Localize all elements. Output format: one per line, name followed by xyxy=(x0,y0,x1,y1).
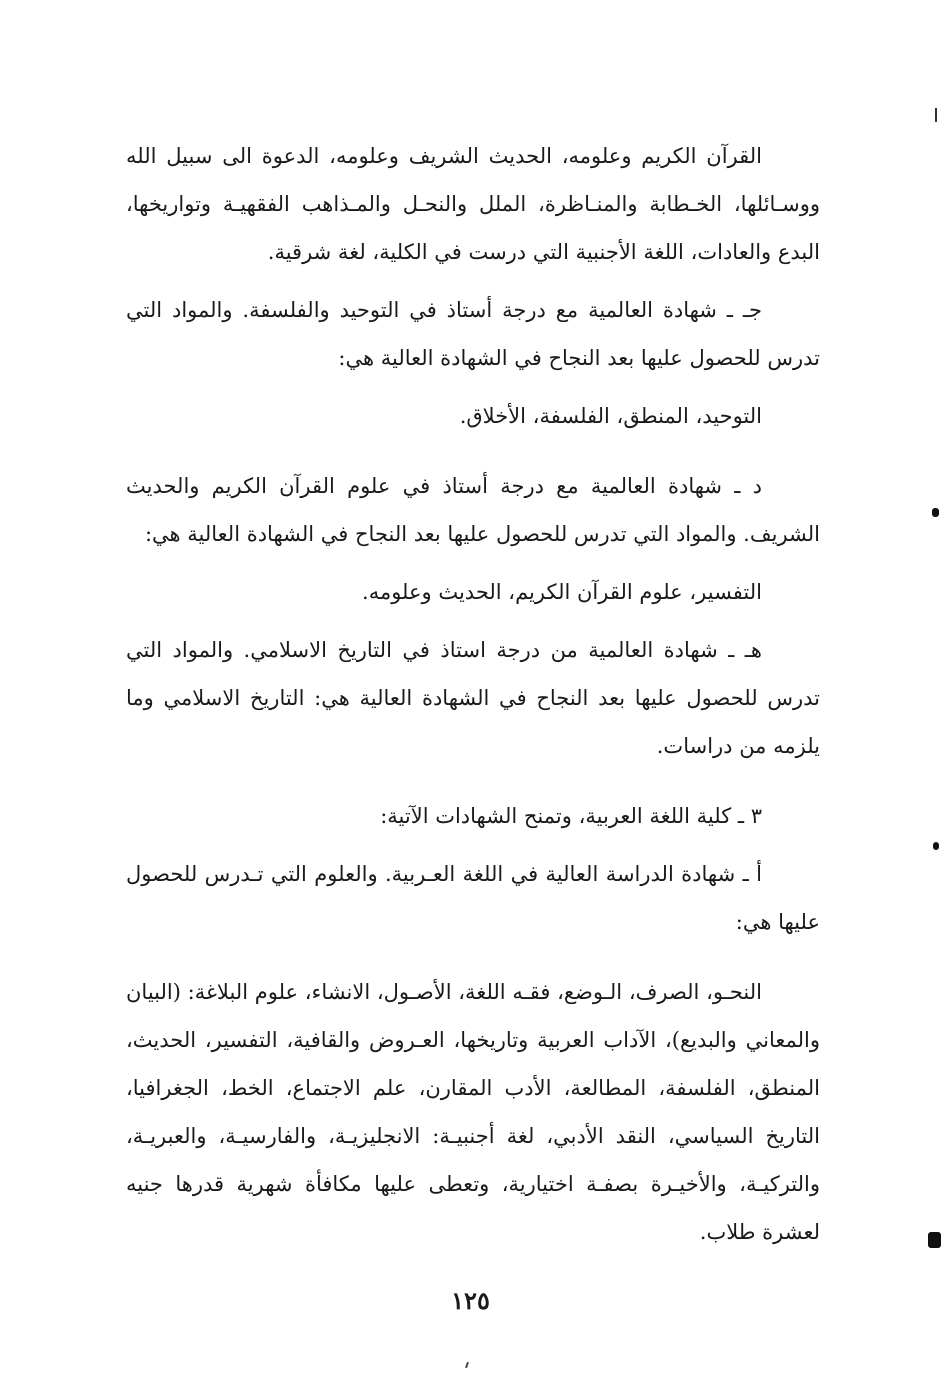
paragraph-item-alif: أ ـ شهادة الدراسة العالية في اللغة العـربية. والعلوم التي تـدرس للحصول عليها هي: xyxy=(126,862,820,934)
scan-edge-mark xyxy=(933,842,939,850)
paragraph-tafsir-subjects: التفسير، علوم القرآن الكريم، الحديث وعلومه. xyxy=(362,580,762,604)
paragraph-subjects-list: القرآن الكريم وعلومه، الحديث الشريف وعلومه، الدعوة الى سبيل الله ووسـائلها، الخـطابة والمنـاظرة، الملل والنحـل والمـذاهب الفقهيـة وتواريخها، البدع والعادات، اللغة الأجنبية التي درست في الكلية، لغة شرقية. xyxy=(126,144,820,264)
scan-edge-mark xyxy=(932,508,939,517)
paragraph-item-ha: هـ ـ شهادة العالمية من درجة استاذ في التاريخ الاسلامي. والمواد التي تدرس للحصول عليها بعد النجاح في الشهادة العالية هي: التاريخ الاسلامي وما يلزمه من دراسات. xyxy=(126,638,820,758)
paragraph-tawhid-subjects: التوحيد، المنطق، الفلسفة، الأخلاق. xyxy=(459,404,762,428)
scan-edge-mark xyxy=(928,1232,941,1248)
paragraph-arabic-college: ٣ ـ كلية اللغة العربية، وتمنح الشهادات الآتية: xyxy=(380,804,762,828)
paragraph-item-jim: جـ ـ شهادة العالمية مع درجة أستاذ في التوحيد والفلسفة. والمواد التي تدرس للحصول عليها بعد النجاح في الشهادة العالية هي: xyxy=(126,298,820,370)
scan-edge-mark xyxy=(935,108,937,122)
paragraph-item-dal: د ـ شهادة العالمية مع درجة أستاذ في علوم القرآن الكريم والحديث الشريف. والمواد التي تدرس للحصول عليها بعد النجاح في الشهادة العالية هي: xyxy=(126,474,820,546)
paragraph-arabic-subjects: النحـو، الصرف، الـوضع، فقـه اللغة، الأصـول، الانشاء، علوم البلاغة: (البيان والمعاني والبديع)، الآداب العربية وتاريخها، العـروض والقافية، التفسير، الحديث، المنطق، الفلسفة، المطالعة، الأدب المقارن، علم الاجتماع، الخط، الجغرافيا، التاريخ السياسي، النقد الأدبي، لغة أجنبيـة: الانجليزيـة، والفارسيـة، والعبريـة، والتركيـة، والأخيـرة بصفـة اختيارية، وتعطى عليها مكافأة شهرية قدرها جنيه لعشرة طلاب. xyxy=(126,980,820,1244)
page-number: ١٢٥ xyxy=(451,1286,490,1315)
page-body xyxy=(126,132,820,1266)
scan-speck xyxy=(465,1362,469,1368)
